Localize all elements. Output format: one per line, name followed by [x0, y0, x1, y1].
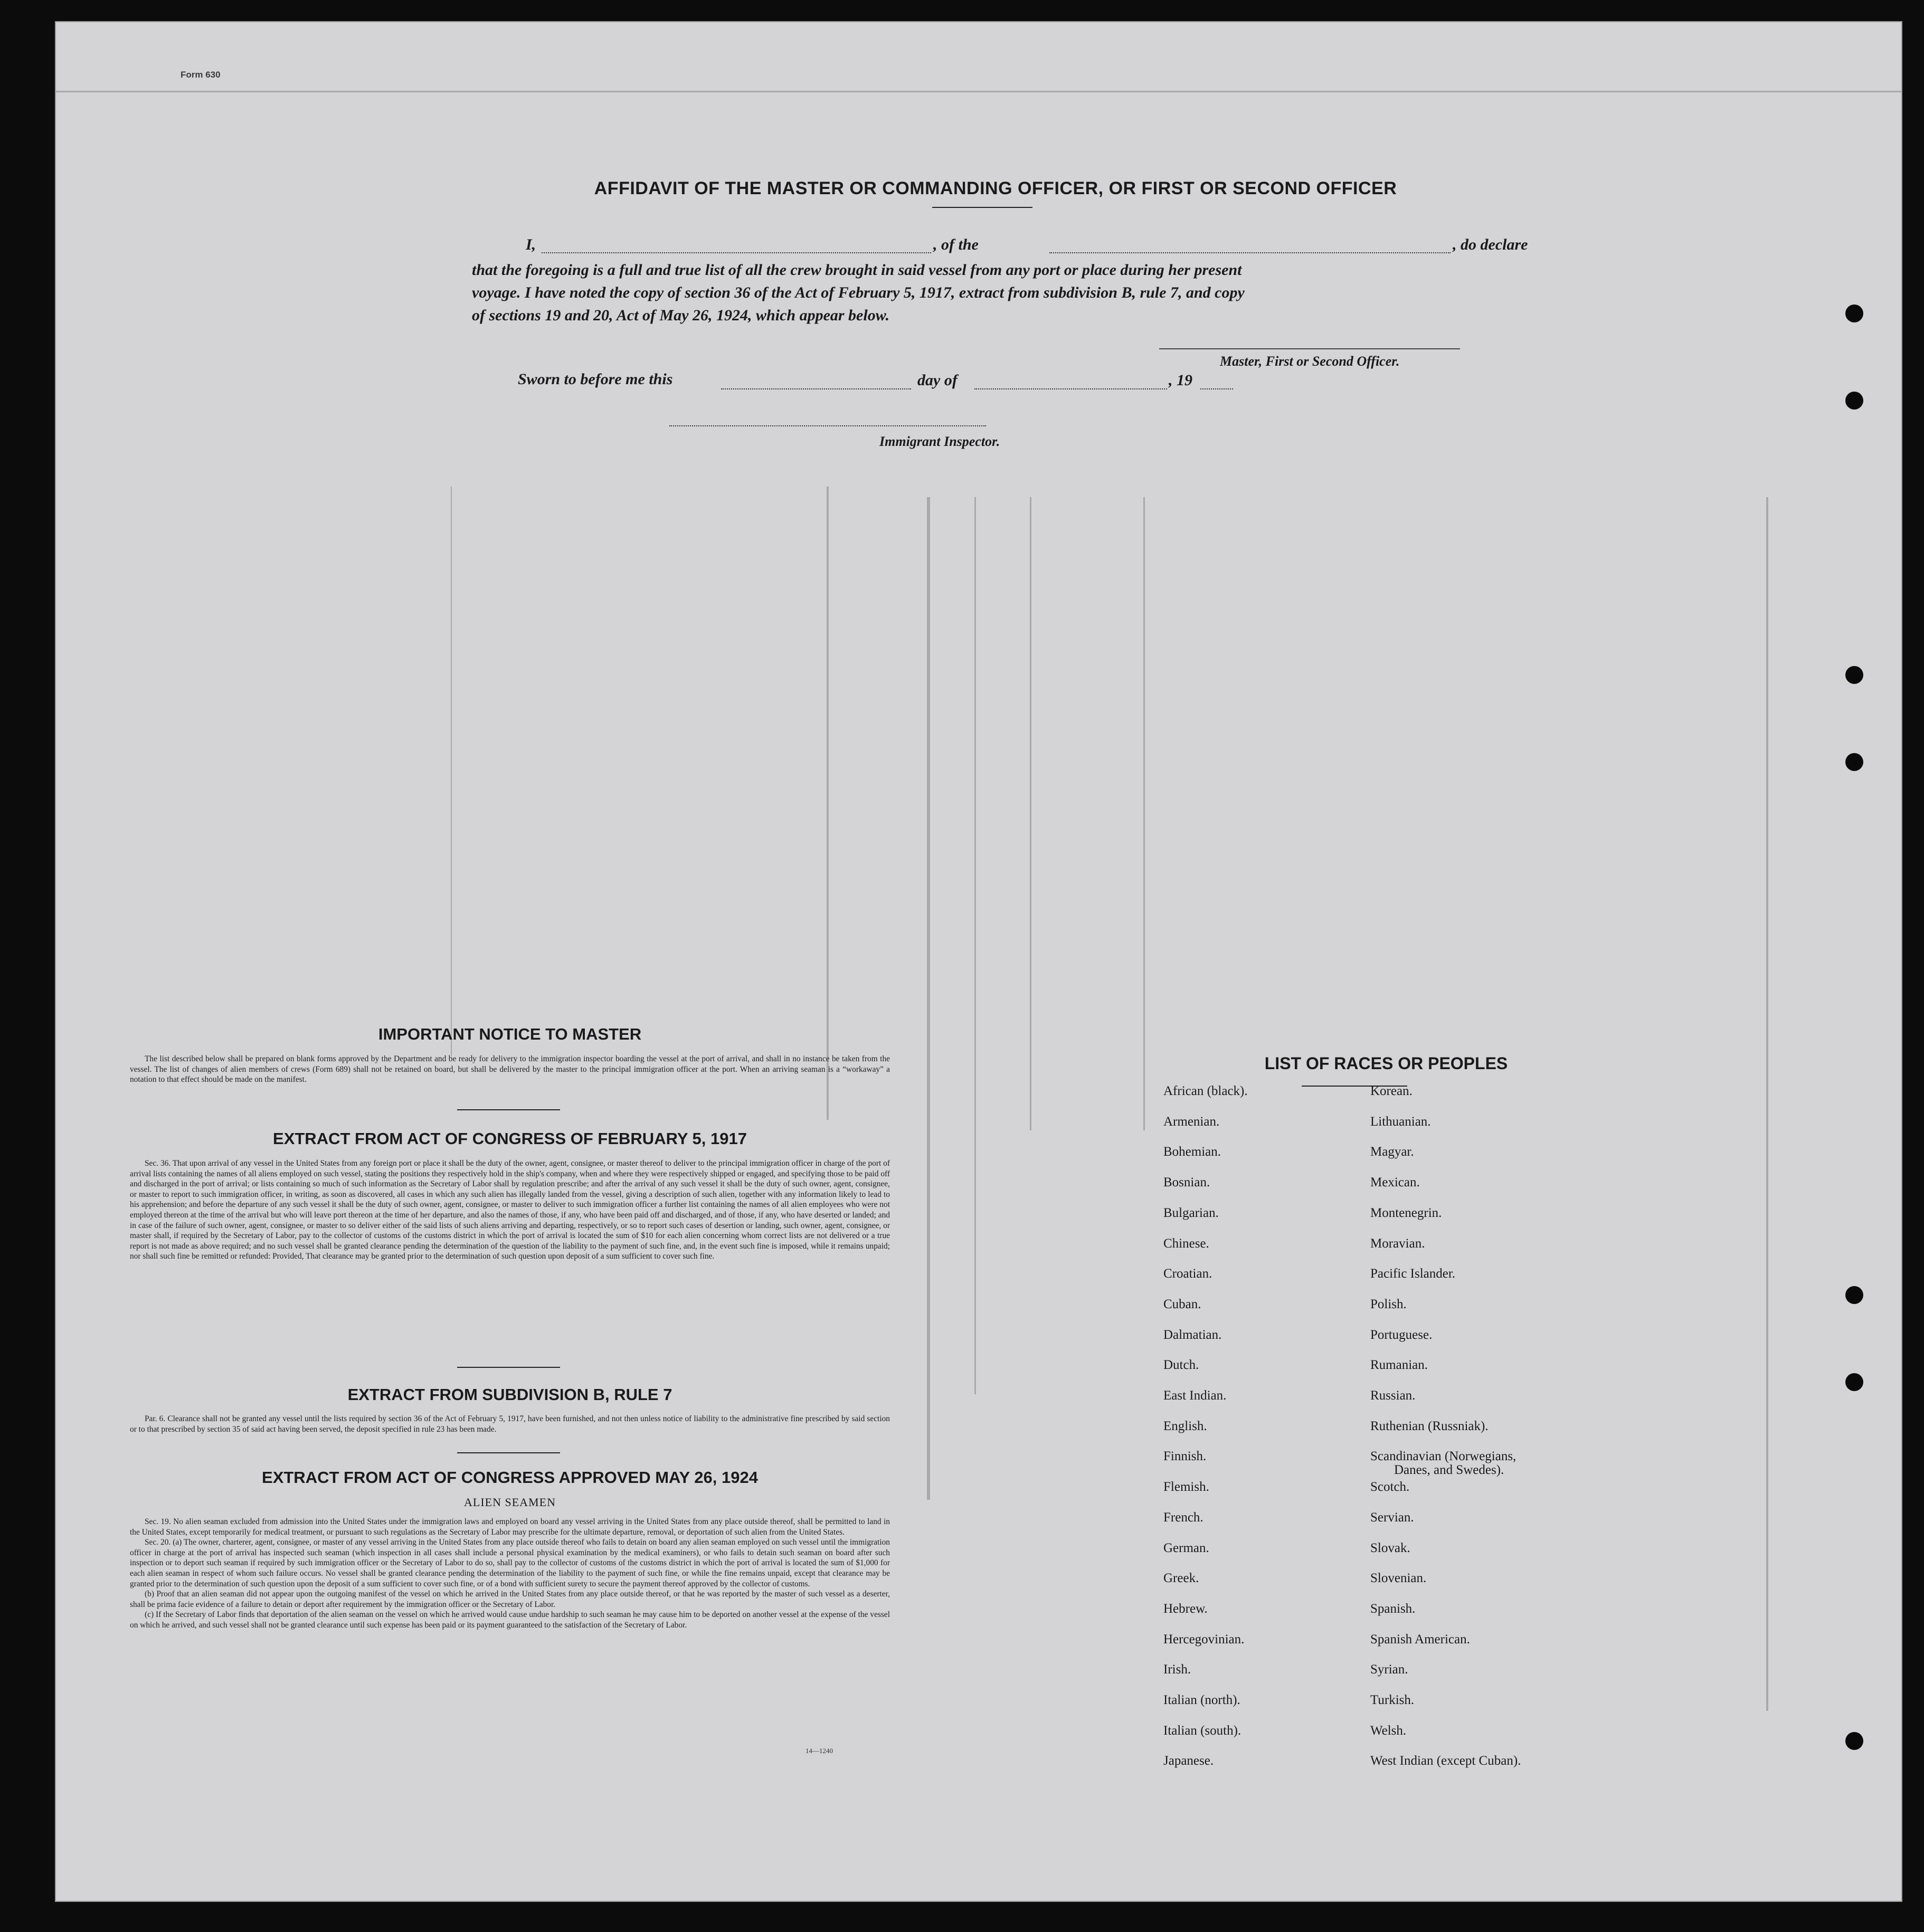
race-item: Welsh.: [1370, 1724, 1407, 1738]
day-of-label: day of: [917, 372, 958, 389]
race-item: French.: [1163, 1510, 1203, 1525]
race-item: Slovenian.: [1370, 1571, 1427, 1585]
race-item: Bohemian.: [1163, 1145, 1221, 1159]
master-signature-line[interactable]: [1159, 348, 1460, 349]
race-item: Portuguese.: [1370, 1328, 1433, 1342]
race-item: Italian (south).: [1163, 1724, 1241, 1738]
punch-hole: [1845, 1286, 1863, 1304]
race-item: Finnish.: [1163, 1449, 1207, 1463]
race-item: African (black).: [1163, 1084, 1248, 1098]
race-item: Syrian.: [1370, 1662, 1408, 1677]
race-item: Ruthenian (Russniak).: [1370, 1419, 1489, 1433]
affidavit-body-line: that the foregoing is a full and true list of all the crew brought in said vessel from any port or place during her present: [472, 261, 1242, 279]
race-item: Greek.: [1163, 1571, 1199, 1585]
affidavit-i-label: I,: [526, 236, 536, 253]
race-item: Slovak.: [1370, 1541, 1410, 1555]
extract-rule7-paragraph: Par. 6. Clearance shall not be granted any vessel until the lists required by section 36 of the Act of February 5, 1917, have been furnished, and not then unless notice of liability to the administrative fine prescribed by said section or to that prescribed by section 35 of said act having been served, the deposit specified in rule 23 has been made.: [130, 1414, 890, 1434]
notice-title: IMPORTANT NOTICE TO MASTER: [378, 1025, 642, 1043]
race-item: Hebrew.: [1163, 1602, 1208, 1616]
race-item-line: Danes, and Swedes).: [1394, 1463, 1504, 1477]
race-item: Irish.: [1163, 1662, 1191, 1677]
year-prefix-label: , 19: [1169, 372, 1192, 389]
race-item: Bulgarian.: [1163, 1206, 1219, 1220]
race-item: Mexican.: [1370, 1175, 1420, 1189]
extract-rule7-divider: [457, 1452, 560, 1453]
punch-hole: [1845, 666, 1863, 684]
notice-paragraph: The list described below shall be prepared on blank forms approved by the Department and be ready for delivery to the immigration inspector boarding the vessel at the port of arrival, and shall in no instance be taken from the vessel. The list of changes of alien members of crews (Form 689) shall not be retained on board, but shall be delivered by the master to the principal immigration officer at the port. When an arriving seaman is a “workaway” a notation to that effect should be made on the manifest.: [130, 1054, 890, 1084]
extract-1917-text: [130, 1158, 890, 1262]
affidavit-body-line: of sections 19 and 20, Act of May 26, 1924, which appear below.: [472, 307, 890, 324]
notice-divider: [457, 1109, 560, 1110]
inspector-label: Immigrant Inspector.: [879, 434, 1000, 449]
sworn-label: Sworn to before me this: [518, 370, 673, 388]
inspector-signature-field[interactable]: [669, 425, 986, 426]
race-item: East Indian.: [1163, 1388, 1227, 1403]
extract-1924-title: EXTRACT FROM ACT OF CONGRESS APPROVED MAY 26, 1924: [262, 1468, 758, 1487]
sworn-month-field[interactable]: [974, 388, 1167, 389]
race-item: Lithuanian.: [1370, 1115, 1431, 1129]
punch-hole: [1845, 392, 1863, 410]
race-item: Italian (north).: [1163, 1693, 1240, 1707]
race-item: Magyar.: [1370, 1145, 1414, 1159]
extract-1924-paragraph: (c) If the Secretary of Labor finds that deportation of the alien seaman on the vessel on which he arrived would cause undue hardship to such seaman he may cause him to be deported on another vessel at the expense of the vessel on which he arrived, and such vessel shall not be granted clearance until such expense has been paid or its payment guaranteed to the satisfaction of the Secretary of Labor.: [130, 1610, 890, 1630]
extract-1924-paragraph: Sec. 20. (a) The owner, charterer, agent, consignee, or master of any vessel arriving in the United States from any place outside thereof who fails to detain on board any alien seaman employed on such vessel until the immigration officer in charge at the port of arrival has inspected such seaman (which inspection in all cases shall include a personal physical examination by the medical examiners), or who fails to detain such seaman on board after such inspection or to deport such seaman if required by such immigration officer or the Secretary of Labor to do so, shall pay to the collector of customs of the customs district in which the port of arrival is located the sum of $1,000 for each alien seaman in respect of whom such failure occurs. No vessel shall be granted clearance pending the determination of the liability to the payment of such fine, or while the fine remains unpaid, except that clearance may be granted prior to the determination of such question upon the deposit of a sum sufficient to cover such fine, or of a bond with sufficient surety to secure the payment thereof approved by the collector of customs.: [130, 1538, 890, 1588]
race-item: Japanese.: [1163, 1754, 1214, 1768]
document-sheet: [55, 21, 1902, 1902]
extract-1924-subtitle: ALIEN SEAMEN: [464, 1496, 556, 1509]
race-item: West Indian (except Cuban).: [1370, 1754, 1521, 1768]
bleed-through-top-rule: [56, 91, 1901, 92]
race-item: Armenian.: [1163, 1115, 1220, 1129]
race-item-line: Scandinavian (Norwegians,: [1370, 1449, 1517, 1463]
race-item: English.: [1163, 1419, 1207, 1433]
race-item: Russian.: [1370, 1388, 1416, 1403]
race-item: Scotch.: [1370, 1480, 1410, 1494]
punch-hole: [1845, 1373, 1863, 1391]
races-title: LIST OF RACES OR PEOPLES: [1264, 1054, 1508, 1073]
race-item: Croatian.: [1163, 1267, 1212, 1281]
extract-1917-paragraph: Sec. 36. That upon arrival of any vessel in the United States from any foreign port or place it shall be the duty of the owner, agent, consignee, or master thereof to deliver to the principal immigration officer in charge of the port of arrival lists containing the names of all aliens employed on such vessel, stating the positions they respectively hold in the ship's company, when and where they were respectively shipped or engaged, and specifying those to be paid off and discharged in the port of arrival; or lists containing so much of such information as the Secretary of Labor shall by regulation prescribe; and after the arrival of any such vessel it shall be the duty of such owner, agent, consignee, or master to report to such immigration officer, in writing, as soon as discovered, all cases in which any such alien has illegally landed from the vessel, giving a description of such alien, together with any information likely to lead to his apprehension; and before the departure of any such vessel it shall be the duty of such owner, agent, consignee, or master to deliver to such immigration officer a further list containing the names of all alien employees who were not employed thereon at the time of the arrival but who will leave port thereon at the time of her departure, and also the names of those, if any, who have been paid off and discharged, and of those, if any, who have deserted or landed; and in case of the failure of such owner, agent, consignee, or master to so deliver either of the said lists of such aliens arriving and departing, respectively, or so to report such cases of desertion or landing, such owner, agent, consignee, or master shall, if required by the Secretary of Labor, pay to the collector of customs of the customs district in which the port of arrival is located the sum of $10 for each alien concerning whom correct lists are not delivered or a true report is not made as above required; and no such vessel shall be granted clearance pending the determination of the question of the liability to the payment of such fine, and, in the event such fine is imposed, while it remains unpaid; nor shall such fine be remitted or refunded: Provided, That clearance may be granted prior to the determination of such question upon deposit of a sum sufficient to cover such fine.: [130, 1159, 890, 1261]
race-item: Rumanian.: [1370, 1358, 1428, 1372]
punch-hole: [1845, 1732, 1863, 1750]
extract-1924-paragraph: Sec. 19. No alien seaman excluded from admission into the United States under the immigration laws and employed on board any vessel arriving in the United States from any place outside thereof, shall be permitted to land in the United States, except temporarily for medical treatment, or pursuant to such regulations as the Secretary of Labor may prescribe for the ultimate departure, removal, or deportation of such alien from the United States.: [130, 1517, 890, 1537]
extract-1917-divider: [457, 1367, 560, 1368]
race-item: Spanish.: [1370, 1602, 1416, 1616]
race-item: Spanish American.: [1370, 1632, 1470, 1647]
race-item: Pacific Islander.: [1370, 1267, 1456, 1281]
master-name-field[interactable]: [542, 252, 931, 253]
affidavit-of-the-label: , of the: [933, 236, 979, 253]
bleed-through-column-line: [1143, 497, 1145, 1130]
sworn-year-field[interactable]: [1200, 388, 1233, 389]
race-item: Turkish.: [1370, 1693, 1415, 1707]
form-number: Form 630: [181, 70, 221, 80]
affidavit-declare-label: , do declare: [1453, 236, 1528, 253]
race-item: Chinese.: [1163, 1236, 1209, 1251]
race-item: Hercegovinian.: [1163, 1632, 1245, 1647]
extract-rule7-text: [130, 1414, 890, 1434]
bleed-through-column-line: [974, 497, 976, 1394]
bleed-through-column-line: [1030, 497, 1031, 1130]
affidavit-body-line: voyage. I have noted the copy of section 36 of the Act of February 5, 1917, extract from subdivision B, rule 7, and copy: [472, 284, 1245, 301]
race-item: [1370, 1450, 1516, 1477]
bleed-through-column-line: [451, 487, 452, 1057]
race-item: Cuban.: [1163, 1297, 1201, 1311]
race-item: Polish.: [1370, 1297, 1407, 1311]
punch-hole: [1845, 753, 1863, 771]
extract-1924-text: [130, 1517, 890, 1631]
affidavit-title-underline: [932, 207, 1032, 208]
race-item: Moravian.: [1370, 1236, 1425, 1251]
extract-1924-paragraph: (b) Proof that an alien seaman did not appear upon the outgoing manifest of the vessel on which he arrived in the United States from any place outside thereof, or that he was reported by the master of such vessel as a deserter, shall be prima facie evidence of a failure to detain or deport after requirement by the immigration officer or the Secretary of Labor.: [130, 1590, 890, 1609]
bleed-through-column-line: [927, 497, 930, 1500]
race-item: Montenegrin.: [1370, 1206, 1442, 1220]
affidavit-title: AFFIDAVIT OF THE MASTER OR COMMANDING OFFICER, OR FIRST OR SECOND OFFICER: [594, 178, 1397, 198]
race-item: Korean.: [1370, 1084, 1413, 1098]
notice-text: [130, 1054, 890, 1085]
sworn-day-field[interactable]: [721, 388, 911, 389]
punch-hole: [1845, 304, 1863, 322]
race-item: Servian.: [1370, 1510, 1414, 1525]
race-item: Flemish.: [1163, 1480, 1209, 1494]
race-item: German.: [1163, 1541, 1209, 1555]
race-item: Dutch.: [1163, 1358, 1199, 1372]
vessel-name-field[interactable]: [1049, 252, 1451, 253]
master-signature-label: Master, First or Second Officer.: [1220, 354, 1400, 369]
race-item: Bosnian.: [1163, 1175, 1210, 1189]
extract-rule7-title: EXTRACT FROM SUBDIVISION B, RULE 7: [347, 1385, 672, 1404]
extract-1917-title: EXTRACT FROM ACT OF CONGRESS OF FEBRUARY 5, 1917: [273, 1129, 747, 1148]
race-item: Dalmatian.: [1163, 1328, 1222, 1342]
print-code: 14—1240: [805, 1747, 833, 1755]
bleed-through-column-line: [1766, 497, 1768, 1711]
